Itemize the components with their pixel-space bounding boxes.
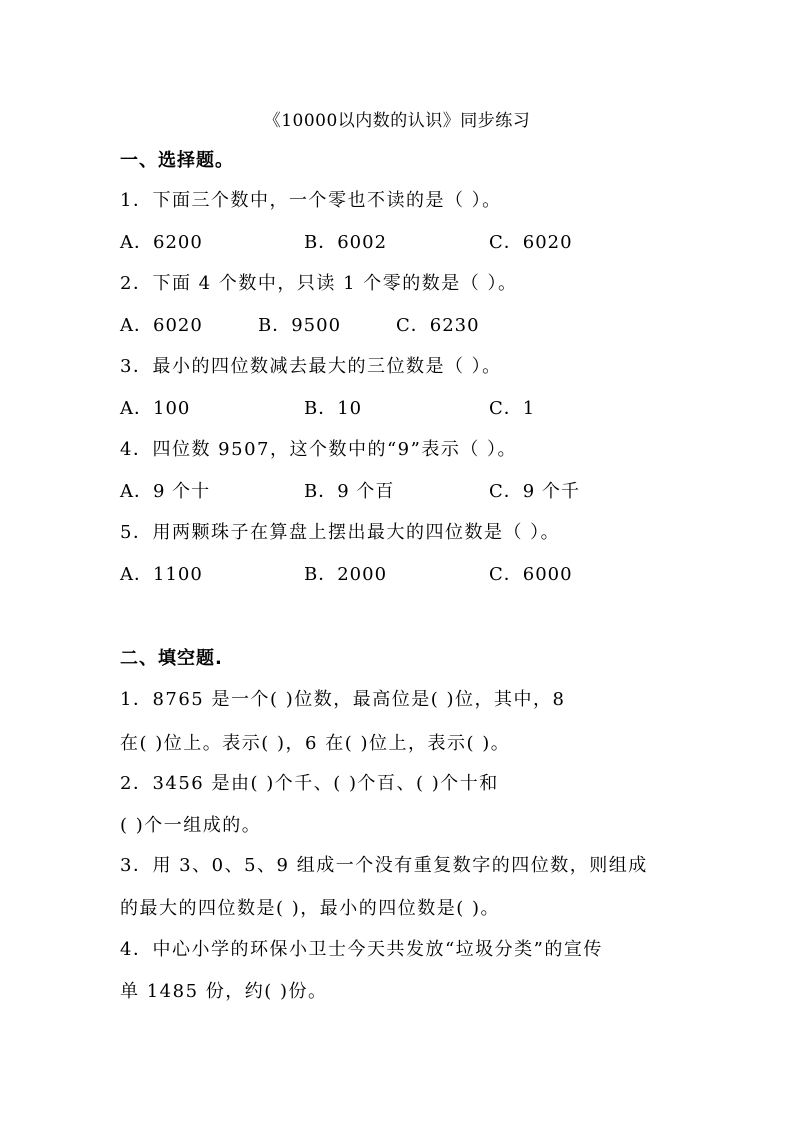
q2-option-c: C．6230 xyxy=(396,315,480,336)
q3-option-a: A．100 xyxy=(120,398,191,419)
fill-line-3: 2．3456 是由( )个千、( )个百、( )个十和 xyxy=(120,773,499,794)
q1-option-b: B．6002 xyxy=(304,232,388,253)
fill-line-4: ( )个一组成的。 xyxy=(120,815,262,836)
q1-option-c: C．6020 xyxy=(489,232,573,253)
section-heading-fill: 二、填空题. xyxy=(120,648,223,669)
fill-line-8: 单 1485 份，约( )份。 xyxy=(120,981,328,1002)
q4-option-c: C．9 个千 xyxy=(489,481,580,502)
fill-line-2: 在( )位上。表示( )，6 在( )位上，表示( )。 xyxy=(120,733,511,754)
question-5: 5．用两颗珠子在算盘上摆出最大的四位数是（ ）。 xyxy=(120,522,561,543)
q2-option-b: B．9500 xyxy=(258,315,342,336)
q4-option-b: B．9 个百 xyxy=(304,481,395,502)
question-1: 1．下面三个数中，一个零也不读的是（ ）。 xyxy=(120,190,502,211)
section-heading-choice: 一、选择题。 xyxy=(120,150,234,171)
fill-line-6: 的最大的四位数是( )，最小的四位数是( )。 xyxy=(120,898,501,919)
fill-line-1: 1．8765 是一个( )位数，最高位是( )位，其中，8 xyxy=(120,689,566,710)
q1-option-a: A．6200 xyxy=(120,232,203,253)
q3-option-c: C．1 xyxy=(489,398,536,419)
q5-option-c: C．6000 xyxy=(489,564,573,585)
question-4: 4．四位数 9507，这个数中的“9”表示（ ）。 xyxy=(120,439,518,460)
fill-line-5: 3．用 3、0、5、9 组成一个没有重复数字的四位数，则组成 xyxy=(120,855,648,876)
q5-option-b: B．2000 xyxy=(304,564,388,585)
question-2: 2．下面 4 个数中，只读 1 个零的数是（ ）。 xyxy=(120,273,518,294)
q5-option-a: A．1100 xyxy=(120,564,203,585)
question-3: 3．最小的四位数减去最大的三位数是（ ）。 xyxy=(120,356,502,377)
fill-line-7: 4．中心小学的环保小卫士今天共发放“垃圾分类”的宣传 xyxy=(120,939,603,960)
q3-option-b: B．10 xyxy=(304,398,363,419)
q2-option-a: A．6020 xyxy=(120,315,203,336)
page-title: 《10000以内数的认识》同步练习 xyxy=(263,111,531,131)
q4-option-a: A．9 个十 xyxy=(120,481,211,502)
